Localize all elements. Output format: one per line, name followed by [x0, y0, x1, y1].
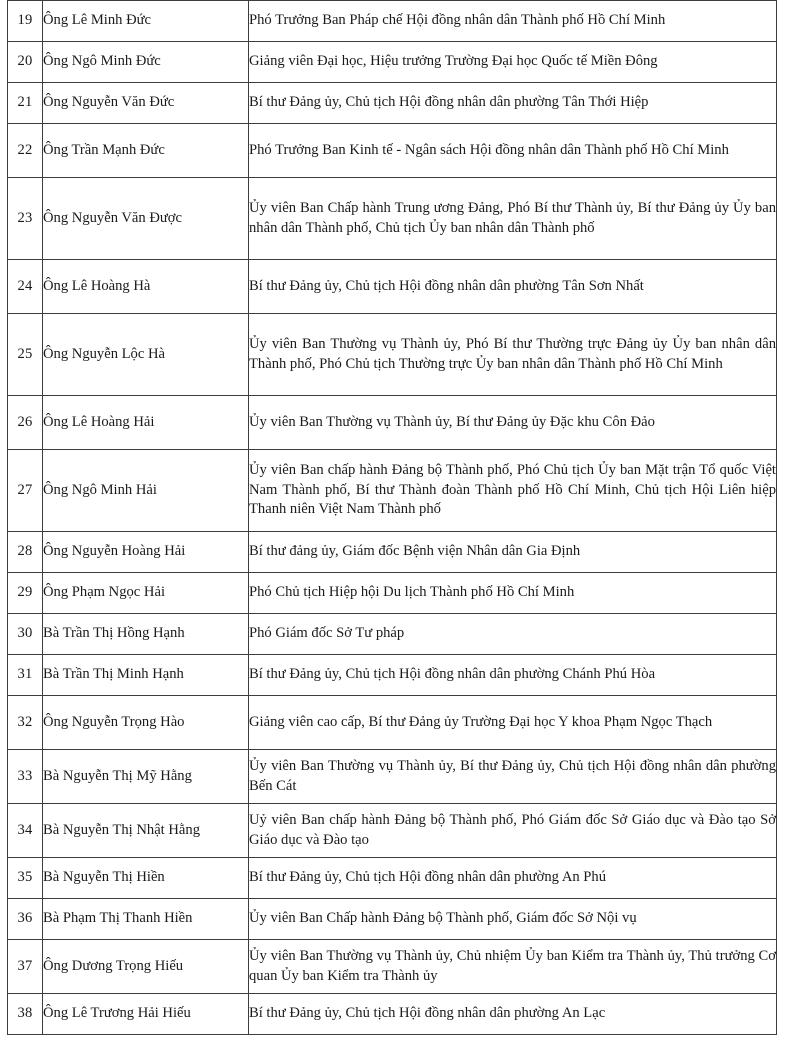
row-name-cell: Ông Lê Trương Hải Hiếu [43, 994, 249, 1035]
row-title-cell: Giảng viên Đại học, Hiệu trưởng Trường Đại học Quốc tế Miền Đông [249, 42, 777, 83]
row-index-cell: 26 [8, 396, 43, 450]
table-row [8, 940, 777, 994]
row-title-cell: Phó Chủ tịch Hiệp hội Du lịch Thành phố Hồ Chí Minh [249, 573, 777, 614]
roster-table-body [8, 1, 777, 1035]
table-row [8, 858, 777, 899]
row-index-cell: 23 [8, 178, 43, 260]
row-title-cell: Bí thư đảng ủy, Giám đốc Bệnh viện Nhân dân Gia Định [249, 532, 777, 573]
row-name-cell: Ông Nguyễn Văn Đức [43, 83, 249, 124]
row-name-cell: Ông Lê Minh Đức [43, 1, 249, 42]
table-row [8, 450, 777, 532]
table-row [8, 573, 777, 614]
row-name-cell: Bà Phạm Thị Thanh Hiền [43, 899, 249, 940]
row-name-cell: Bà Nguyễn Thị Hiền [43, 858, 249, 899]
row-title-cell: Phó Trưởng Ban Kinh tế - Ngân sách Hội đồng nhân dân Thành phố Hồ Chí Minh [249, 124, 777, 178]
row-title-cell: Ủy viên Ban Thường vụ Thành ủy, Bí thư Đảng ủy, Chủ tịch Hội đồng nhân dân phường Bến Cát [249, 750, 777, 804]
row-title-cell: Bí thư Đảng ủy, Chủ tịch Hội đồng nhân dân phường An Phú [249, 858, 777, 899]
row-name-cell: Bà Nguyễn Thị Nhật Hằng [43, 804, 249, 858]
row-name-cell: Ông Nguyễn Văn Được [43, 178, 249, 260]
table-row [8, 314, 777, 396]
row-index-cell: 28 [8, 532, 43, 573]
row-index-cell: 24 [8, 260, 43, 314]
row-index-cell: 29 [8, 573, 43, 614]
row-title-cell: Bí thư Đảng ủy, Chủ tịch Hội đồng nhân dân phường Tân Sơn Nhất [249, 260, 777, 314]
table-row [8, 83, 777, 124]
table-row [8, 178, 777, 260]
row-title-cell: Ủy viên Ban Thường vụ Thành ủy, Chủ nhiệm Ủy ban Kiểm tra Thành ủy, Thủ trưởng Cơ quan Ủy ban Kiểm tra Thành ủy [249, 940, 777, 994]
row-index-cell: 27 [8, 450, 43, 532]
table-row [8, 899, 777, 940]
row-name-cell: Ông Dương Trọng Hiếu [43, 940, 249, 994]
table-row [8, 614, 777, 655]
row-index-cell: 25 [8, 314, 43, 396]
row-index-cell: 30 [8, 614, 43, 655]
row-name-cell: Ông Nguyễn Hoàng Hải [43, 532, 249, 573]
row-index-cell: 37 [8, 940, 43, 994]
row-title-cell: Ủy viên Ban Thường vụ Thành ủy, Phó Bí thư Thường trực Đảng ủy Ủy ban nhân dân Thành phố, Phó Chủ tịch Thường trực Ủy ban nhân dân Thành phố Hồ Chí Minh [249, 314, 777, 396]
row-title-cell: Giảng viên cao cấp, Bí thư Đảng ủy Trường Đại học Y khoa Phạm Ngọc Thạch [249, 696, 777, 750]
row-index-cell: 31 [8, 655, 43, 696]
row-index-cell: 35 [8, 858, 43, 899]
row-name-cell: Ông Trần Mạnh Đức [43, 124, 249, 178]
row-index-cell: 38 [8, 994, 43, 1035]
table-row [8, 260, 777, 314]
row-index-cell: 36 [8, 899, 43, 940]
row-name-cell: Ông Lê Hoàng Hải [43, 396, 249, 450]
row-title-cell: Phó Giám đốc Sở Tư pháp [249, 614, 777, 655]
table-row [8, 1, 777, 42]
row-index-cell: 32 [8, 696, 43, 750]
row-title-cell: Bí thư Đảng ủy, Chủ tịch Hội đồng nhân dân phường An Lạc [249, 994, 777, 1035]
row-title-cell: Uỷ viên Ban chấp hành Đảng bộ Thành phố, Phó Giám đốc Sở Giáo dục và Đào tạo Sở Giáo dục và Đào tạo [249, 804, 777, 858]
row-name-cell: Ông Lê Hoàng Hà [43, 260, 249, 314]
table-row [8, 655, 777, 696]
row-title-cell: Ủy viên Ban Thường vụ Thành ủy, Bí thư Đảng ủy Đặc khu Côn Đảo [249, 396, 777, 450]
row-name-cell: Ông Nguyễn Lộc Hà [43, 314, 249, 396]
row-name-cell: Bà Trần Thị Minh Hạnh [43, 655, 249, 696]
row-index-cell: 22 [8, 124, 43, 178]
row-title-cell: Bí thư Đảng ủy, Chủ tịch Hội đồng nhân dân phường Chánh Phú Hòa [249, 655, 777, 696]
table-row [8, 124, 777, 178]
table-row [8, 804, 777, 858]
table-row [8, 532, 777, 573]
row-index-cell: 20 [8, 42, 43, 83]
roster-table [7, 0, 777, 1035]
row-name-cell: Ông Phạm Ngọc Hải [43, 573, 249, 614]
row-name-cell: Ông Nguyễn Trọng Hào [43, 696, 249, 750]
row-name-cell: Ông Ngô Minh Đức [43, 42, 249, 83]
table-row [8, 396, 777, 450]
row-title-cell: Bí thư Đảng ủy, Chủ tịch Hội đồng nhân dân phường Tân Thới Hiệp [249, 83, 777, 124]
row-index-cell: 21 [8, 83, 43, 124]
row-name-cell: Bà Nguyễn Thị Mỹ Hằng [43, 750, 249, 804]
table-row [8, 750, 777, 804]
table-row [8, 696, 777, 750]
table-row [8, 42, 777, 83]
row-name-cell: Ông Ngô Minh Hải [43, 450, 249, 532]
row-title-cell: Ủy viên Ban Chấp hành Trung ương Đảng, Phó Bí thư Thành ủy, Bí thư Đảng ủy Ủy ban nhân dân Thành phố, Chủ tịch Ủy ban nhân dân Thành phố [249, 178, 777, 260]
row-name-cell: Bà Trần Thị Hồng Hạnh [43, 614, 249, 655]
row-index-cell: 34 [8, 804, 43, 858]
row-index-cell: 19 [8, 1, 43, 42]
row-index-cell: 33 [8, 750, 43, 804]
row-title-cell: Ủy viên Ban Chấp hành Đảng bộ Thành phố, Giám đốc Sở Nội vụ [249, 899, 777, 940]
row-title-cell: Ủy viên Ban chấp hành Đảng bộ Thành phố, Phó Chủ tịch Ủy ban Mặt trận Tổ quốc Việt Nam Thành phố, Bí thư Thành đoàn Thành phố Hồ Chí Minh, Chủ tịch Hội Liên hiệp Thanh niên Việt Nam Thành phố [249, 450, 777, 532]
table-row [8, 994, 777, 1035]
row-title-cell: Phó Trưởng Ban Pháp chế Hội đồng nhân dân Thành phố Hồ Chí Minh [249, 1, 777, 42]
